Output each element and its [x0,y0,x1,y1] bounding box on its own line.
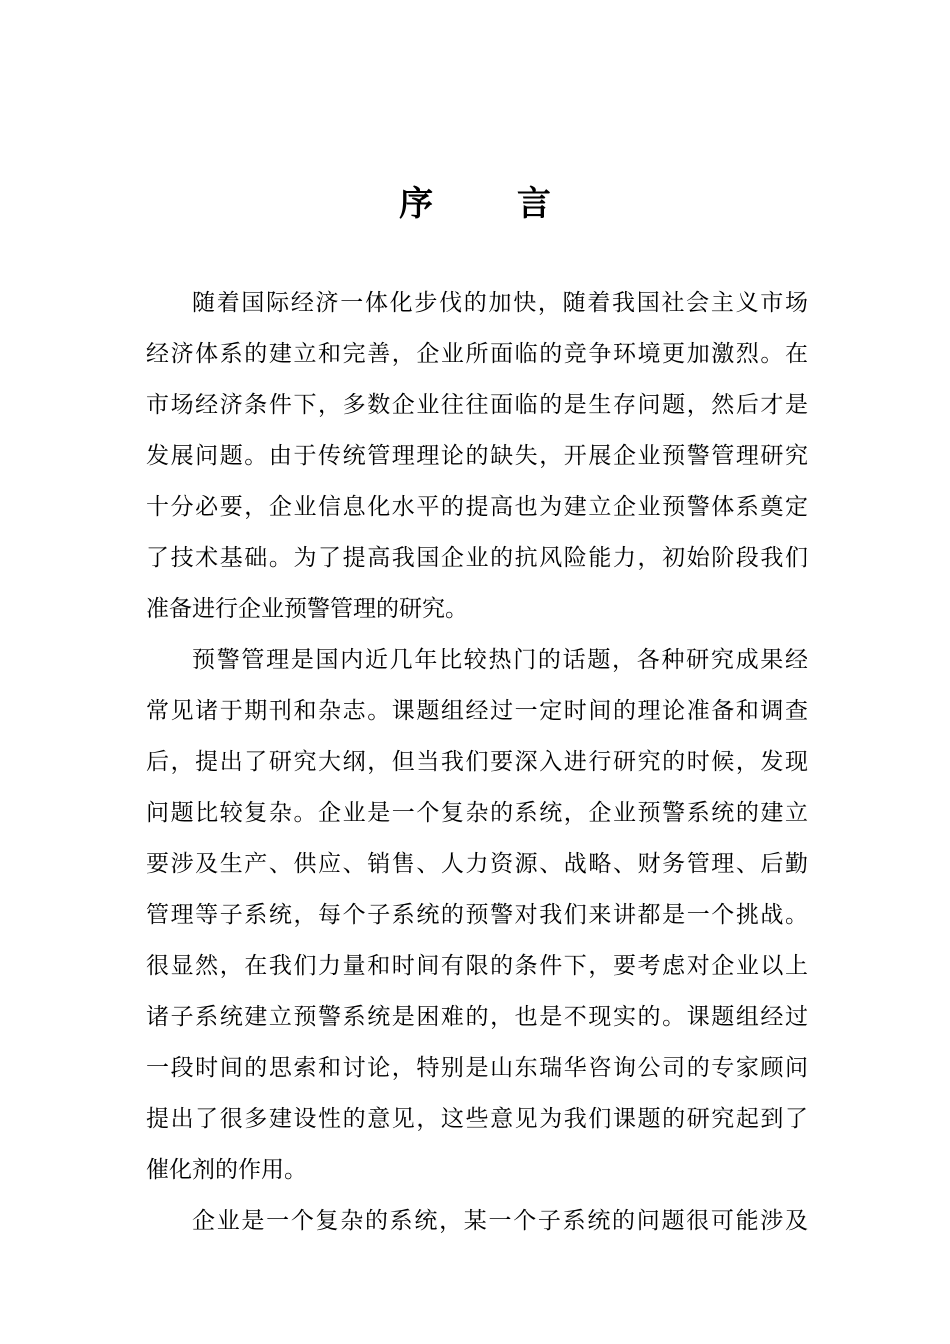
paragraph-2-line-5: 要涉及生产、供应、销售、人力资源、战略、财务管理、后勤 [146,851,808,877]
paragraph-2-line-7: 很显然，在我们力量和时间有限的条件下，要考虑对企业以上 [146,953,808,979]
paragraph-1-line-3: 市场经济条件下，多数企业往往面临的是生存问题，然后才是 [146,392,808,418]
paragraph-1-line-4: 发展问题。由于传统管理理论的缺失，开展企业预警管理研究 [146,443,808,469]
paragraph-2-line-3: 后，提出了研究大纲，但当我们要深入进行研究的时候，发现 [146,749,808,775]
paragraph-1-line-6: 了技术基础。为了提高我国企业的抗风险能力，初始阶段我们 [146,545,808,571]
paragraph-2-line-2: 常见诸于期刊和杂志。课题组经过一定时间的理论准备和调查 [146,698,808,724]
paragraph-3 [146,1196,808,1247]
paragraph-2-line-11: 催化剂的作用。 [146,1157,307,1183]
paragraph-1 [146,278,808,635]
paragraph-2 [146,635,808,1196]
paragraph-3-line-1: 企业是一个复杂的系统，某一个子系统的问题很可能涉及 [192,1208,808,1234]
paragraph-2-line-6: 管理等子系统，每个子系统的预警对我们来讲都是一个挑战。 [146,902,808,928]
paragraph-2-line-10: 提出了很多建设性的意见，这些意见为我们课题的研究起到了 [146,1106,808,1132]
paragraph-1-line-7: 准备进行企业预警管理的研究。 [146,596,468,622]
paragraph-1-line-1: 随着国际经济一体化步伐的加快，随着我国社会主义市场 [192,290,808,316]
paragraph-2-line-9: 一段时间的思索和讨论，特别是山东瑞华咨询公司的专家顾问 [146,1055,808,1081]
paragraph-1-line-5: 十分必要，企业信息化水平的提高也为建立企业预警体系奠定 [146,494,808,520]
page-title: 序 言 [399,184,587,224]
body-text [146,278,808,1247]
paragraph-1-line-2: 经济体系的建立和完善，企业所面临的竞争环境更加激烈。在 [146,341,808,367]
paragraph-2-line-1: 预警管理是国内近几年比较热门的话题，各种研究成果经 [192,647,808,673]
paragraph-2-line-4: 问题比较复杂。企业是一个复杂的系统，企业预警系统的建立 [146,800,808,826]
paragraph-2-line-8: 诸子系统建立预警系统是困难的，也是不现实的。课题组经过 [146,1004,808,1030]
